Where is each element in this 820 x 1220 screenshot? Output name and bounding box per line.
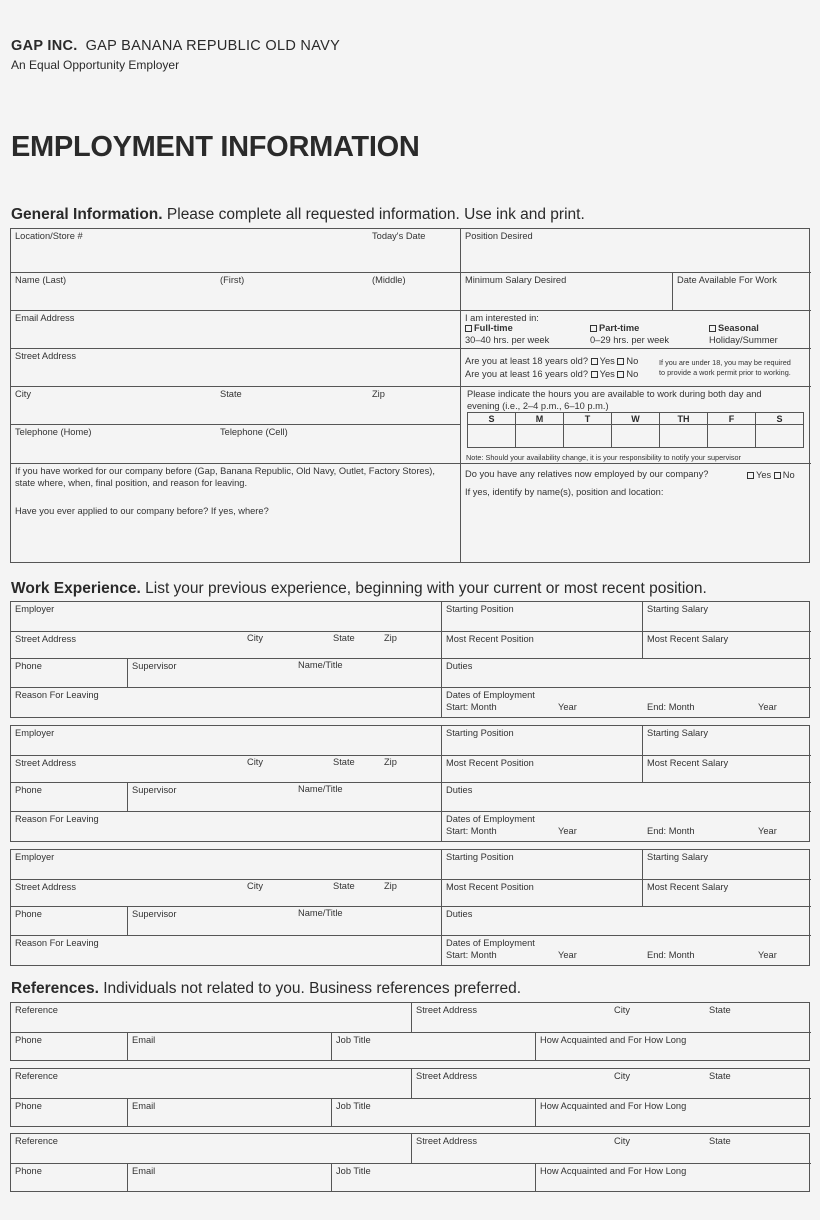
employer-address-field[interactable]: [11, 879, 441, 906]
age16-no-checkbox[interactable]: [617, 371, 624, 378]
full-time-hours: 30–40 hrs. per week: [465, 335, 550, 345]
brand-list: GAP BANANA REPUBLIC OLD NAVY: [85, 38, 341, 54]
full-time-checkbox[interactable]: [465, 325, 472, 332]
starting-position-field[interactable]: [441, 850, 642, 879]
hours-wednesday-input[interactable]: [612, 425, 660, 448]
min-salary-field[interactable]: [460, 272, 672, 310]
end-year-label: Year: [758, 702, 777, 712]
day-thursday: TH: [660, 413, 708, 425]
day-wednesday: W: [612, 413, 660, 425]
reference-phone-field[interactable]: [11, 1032, 127, 1061]
employer-state-label: State: [333, 757, 355, 767]
supervisor-label: Supervisor: [132, 909, 177, 919]
age18-yes-label: Yes: [599, 356, 615, 366]
reference-state-label: State: [709, 1136, 731, 1146]
worked-before-line2: state where, when, final position, and reason for leaving.: [15, 477, 248, 488]
starting-salary-label: Starting Salary: [647, 728, 708, 738]
company-header: [11, 38, 340, 54]
age16-yes-checkbox[interactable]: [591, 371, 598, 378]
employer-zip-label: Zip: [384, 633, 397, 643]
reference-name-field[interactable]: [11, 1069, 411, 1098]
age18-question: [465, 356, 638, 366]
age16-yes-label: Yes: [599, 369, 615, 379]
employer-city-label: City: [247, 881, 264, 891]
recent-position-label: Most Recent Position: [446, 634, 534, 644]
supervisor-title-label: Name/Title: [298, 908, 343, 918]
seasonal-desc: Holiday/Summer: [709, 335, 778, 345]
employer-zip-label: Zip: [384, 881, 397, 891]
reference-job-title-label: Job Title: [336, 1101, 371, 1111]
employer-street-label: Street Address: [15, 882, 76, 892]
reference-email-field[interactable]: [127, 1032, 331, 1061]
reference-phone-field[interactable]: [11, 1163, 127, 1192]
duties-label: Duties: [446, 661, 473, 671]
general-section-heading: [11, 206, 585, 224]
starting-position-field[interactable]: [441, 726, 642, 755]
work-heading-bold: Work Experience.: [11, 580, 141, 597]
reference-email-field[interactable]: [127, 1098, 331, 1127]
reason-leaving-field[interactable]: [11, 811, 441, 842]
duties-field[interactable]: [441, 658, 811, 687]
reference-phone-field[interactable]: [11, 1098, 127, 1127]
reason-leaving-field[interactable]: [11, 687, 441, 718]
day-sunday: S: [468, 413, 516, 425]
day-tuesday: T: [564, 413, 612, 425]
full-time-label: Full-time: [474, 323, 513, 333]
reference-phone-label: Phone: [15, 1035, 42, 1045]
reference-job-title-field[interactable]: [331, 1098, 535, 1127]
starting-salary-field[interactable]: [642, 602, 811, 631]
employer-city-label: City: [247, 757, 264, 767]
position-desired-label: Position Desired: [465, 231, 533, 241]
hours-friday-input[interactable]: [708, 425, 756, 448]
reference-block: [10, 1002, 810, 1061]
under18-note-line2: to provide a work permit prior to working.: [659, 368, 791, 377]
seasonal-option[interactable]: [709, 323, 759, 333]
employer-phone-field[interactable]: [11, 906, 127, 935]
reference-address-field[interactable]: [411, 1069, 811, 1098]
work-section-heading: [11, 580, 707, 598]
start-year-label: Year: [558, 950, 577, 960]
page-title: EMPLOYMENT INFORMATION: [11, 131, 420, 163]
recent-salary-label: Most Recent Salary: [647, 634, 729, 644]
employer-address-field[interactable]: [11, 755, 441, 782]
employer-street-label: Street Address: [15, 758, 76, 768]
reference-phone-label: Phone: [15, 1166, 42, 1176]
start-year-label: Year: [558, 826, 577, 836]
reference-street-label: Street Address: [416, 1005, 477, 1015]
reference-job-title-label: Job Title: [336, 1166, 371, 1176]
reference-label: Reference: [15, 1136, 58, 1146]
age16-no-label: No: [626, 369, 639, 379]
general-heading-bold: General Information.: [11, 206, 163, 223]
relatives-identify-label: If yes, identify by name(s), position and location:: [465, 486, 664, 497]
employer-block: [10, 725, 810, 842]
hours-monday-input[interactable]: [516, 425, 564, 448]
start-month-label: Start: Month: [446, 950, 497, 960]
starting-salary-field[interactable]: [642, 726, 811, 755]
interested-in-label: I am interested in:: [465, 313, 539, 323]
references-section-heading: [11, 980, 521, 998]
location-store-label: Location/Store #: [15, 231, 83, 241]
part-time-hours: 0–29 hrs. per week: [590, 335, 670, 345]
reference-block: [10, 1133, 810, 1192]
hours-sunday-input[interactable]: [468, 425, 516, 448]
state-label: State: [220, 389, 242, 399]
reference-job-title-label: Job Title: [336, 1035, 371, 1045]
min-salary-label: Minimum Salary Desired: [465, 275, 567, 285]
supervisor-field[interactable]: [127, 658, 441, 687]
relatives-question: Do you have any relatives now employed by our company?: [465, 469, 709, 479]
reference-name-field[interactable]: [11, 1003, 411, 1032]
reference-acquainted-field[interactable]: [535, 1098, 811, 1127]
availability-note: Note: Should your availability change, it is your responsibility to notify your supervisor: [466, 453, 741, 462]
dates-employment-label: Dates of Employment: [446, 814, 535, 824]
starting-salary-field[interactable]: [642, 850, 811, 879]
references-heading-bold: References.: [11, 980, 99, 997]
todays-date-label: Today's Date: [372, 231, 426, 241]
reason-leaving-label: Reason For Leaving: [15, 814, 99, 824]
reference-address-field[interactable]: [411, 1003, 811, 1032]
starting-salary-label: Starting Salary: [647, 852, 708, 862]
supervisor-label: Supervisor: [132, 785, 177, 795]
start-month-label: Start: Month: [446, 826, 497, 836]
reason-leaving-label: Reason For Leaving: [15, 938, 99, 948]
tagline: An Equal Opportunity Employer: [11, 58, 180, 72]
employer-city-label: City: [247, 633, 264, 643]
tel-cell-label: Telephone (Cell): [220, 427, 288, 437]
reference-job-title-field[interactable]: [331, 1163, 535, 1192]
starting-position-label: Starting Position: [446, 728, 514, 738]
employer-street-label: Street Address: [15, 634, 76, 644]
starting-position-label: Starting Position: [446, 852, 514, 862]
reference-label: Reference: [15, 1071, 58, 1081]
reference-email-label: Email: [132, 1035, 156, 1045]
day-friday: F: [708, 413, 756, 425]
name-first-label: (First): [220, 275, 245, 285]
reference-street-label: Street Address: [416, 1071, 477, 1081]
reference-address-field[interactable]: [411, 1134, 811, 1163]
reference-city-label: City: [614, 1071, 631, 1081]
duties-field[interactable]: [441, 906, 811, 935]
relatives-yes-checkbox[interactable]: [747, 472, 754, 479]
day-monday: M: [516, 413, 564, 425]
relatives-no-checkbox[interactable]: [774, 472, 781, 479]
age18-yes-checkbox[interactable]: [591, 358, 598, 365]
street-address-label: Street Address: [15, 351, 76, 361]
full-time-option[interactable]: [465, 323, 513, 333]
employer-phone-field[interactable]: [11, 782, 127, 811]
reference-email-field[interactable]: [127, 1163, 331, 1192]
employer-state-label: State: [333, 881, 355, 891]
part-time-label: Part-time: [599, 323, 640, 333]
recent-salary-field[interactable]: [642, 755, 811, 782]
reference-name-field[interactable]: [11, 1134, 411, 1163]
employer-block: [10, 849, 810, 966]
reference-city-label: City: [614, 1005, 631, 1015]
employer-state-label: State: [333, 633, 355, 643]
name-middle-label: (Middle): [372, 275, 406, 285]
starting-position-field[interactable]: [441, 602, 642, 631]
recent-salary-label: Most Recent Salary: [647, 758, 729, 768]
age-field: [460, 348, 811, 386]
duties-label: Duties: [446, 785, 473, 795]
street-address-field[interactable]: [11, 348, 460, 386]
supervisor-field[interactable]: [127, 906, 441, 935]
duties-field[interactable]: [441, 782, 811, 811]
reference-acquainted-field[interactable]: [535, 1163, 811, 1192]
name-last-label: Name (Last): [15, 275, 67, 285]
relatives-no-label: No: [782, 470, 795, 480]
dates-employment-label: Dates of Employment: [446, 938, 535, 948]
reference-acquainted-label: How Acquainted and For How Long: [540, 1101, 687, 1111]
recent-salary-field[interactable]: [642, 879, 811, 906]
employer-field[interactable]: [11, 726, 441, 755]
employer-label: Employer: [15, 728, 55, 738]
age18-label: Are you at least 18 years old?: [465, 356, 588, 366]
part-time-checkbox[interactable]: [590, 325, 597, 332]
relatives-yes-label: Yes: [756, 470, 772, 480]
company-name: GAP INC.: [11, 38, 78, 54]
employer-phone-label: Phone: [15, 909, 42, 919]
reference-job-title-field[interactable]: [331, 1032, 535, 1061]
recent-salary-field[interactable]: [642, 631, 811, 658]
end-month-label: End: Month: [647, 950, 695, 960]
start-month-label: Start: Month: [446, 702, 497, 712]
under18-note-line1: If you are under 18, you may be required: [659, 358, 791, 367]
reference-city-label: City: [614, 1136, 631, 1146]
age18-no-checkbox[interactable]: [617, 358, 624, 365]
reference-acquainted-field[interactable]: [535, 1032, 811, 1061]
reference-acquainted-label: How Acquainted and For How Long: [540, 1035, 687, 1045]
worked-before-line1: If you have worked for our company before (Gap, Banana Republic, Old Navy, Outlet, Factory Stores),: [15, 466, 435, 476]
reason-leaving-label: Reason For Leaving: [15, 690, 99, 700]
employer-phone-label: Phone: [15, 661, 42, 671]
zip-label: Zip: [372, 389, 385, 399]
hours-instruction-line2: evening (i.e., 2–4 p.m., 6–10 p.m.): [467, 400, 609, 411]
reference-email-label: Email: [132, 1166, 156, 1176]
previous-employment-field[interactable]: [11, 463, 460, 563]
recent-position-label: Most Recent Position: [446, 758, 534, 768]
age16-question: [465, 369, 638, 379]
employer-address-field[interactable]: [11, 631, 441, 658]
reference-state-label: State: [709, 1071, 731, 1081]
email-label: Email Address: [15, 313, 75, 323]
supervisor-title-label: Name/Title: [298, 784, 343, 794]
general-info-form: [10, 228, 810, 563]
employer-zip-label: Zip: [384, 757, 397, 767]
starting-salary-label: Starting Salary: [647, 604, 708, 614]
reference-phone-label: Phone: [15, 1101, 42, 1111]
reference-label: Reference: [15, 1005, 58, 1015]
supervisor-title-label: Name/Title: [298, 660, 343, 670]
recent-position-field[interactable]: [441, 755, 642, 782]
reference-state-label: State: [709, 1005, 731, 1015]
seasonal-checkbox[interactable]: [709, 325, 716, 332]
hours-tuesday-input[interactable]: [564, 425, 612, 448]
availability-grid: [467, 412, 804, 448]
hours-saturday-input[interactable]: [756, 425, 804, 448]
reference-email-label: Email: [132, 1101, 156, 1111]
recent-position-label: Most Recent Position: [446, 882, 534, 892]
employer-label: Employer: [15, 604, 55, 614]
supervisor-field[interactable]: [127, 782, 441, 811]
hours-thursday-input[interactable]: [660, 425, 708, 448]
reference-street-label: Street Address: [416, 1136, 477, 1146]
end-month-label: End: Month: [647, 826, 695, 836]
reason-leaving-field[interactable]: [11, 935, 441, 966]
applied-before-label: Have you ever applied to our company before? If yes, where?: [15, 505, 269, 516]
city-label: City: [15, 389, 32, 399]
part-time-option[interactable]: [590, 323, 639, 333]
employer-block: [10, 601, 810, 718]
email-field[interactable]: [11, 310, 460, 348]
recent-position-field[interactable]: [441, 879, 642, 906]
general-instruction: Please complete all requested information. Use ink and print.: [166, 206, 585, 223]
end-year-label: Year: [758, 826, 777, 836]
work-instruction: List your previous experience, beginning with your current or most recent position.: [145, 580, 707, 597]
reference-block: [10, 1068, 810, 1127]
seasonal-label: Seasonal: [718, 323, 759, 333]
date-available-field[interactable]: [672, 272, 811, 310]
end-month-label: End: Month: [647, 702, 695, 712]
age18-no-label: No: [626, 356, 639, 366]
end-year-label: Year: [758, 950, 777, 960]
recent-position-field[interactable]: [441, 631, 642, 658]
employer-phone-label: Phone: [15, 785, 42, 795]
relatives-options: [747, 470, 795, 480]
employer-field[interactable]: [11, 850, 441, 879]
position-desired-field[interactable]: [460, 229, 811, 272]
references-instruction: Individuals not related to you. Business references preferred.: [103, 980, 522, 997]
employer-phone-field[interactable]: [11, 658, 127, 687]
employer-label: Employer: [15, 852, 55, 862]
day-saturday: S: [756, 413, 804, 425]
tel-home-label: Telephone (Home): [15, 427, 92, 437]
recent-salary-label: Most Recent Salary: [647, 882, 729, 892]
age16-label: Are you at least 16 years old?: [465, 369, 588, 379]
start-year-label: Year: [558, 702, 577, 712]
employer-field[interactable]: [11, 602, 441, 631]
hours-instruction-line1: Please indicate the hours you are available to work during both day and: [467, 389, 762, 399]
starting-position-label: Starting Position: [446, 604, 514, 614]
reference-acquainted-label: How Acquainted and For How Long: [540, 1166, 687, 1176]
duties-label: Duties: [446, 909, 473, 919]
dates-employment-label: Dates of Employment: [446, 690, 535, 700]
date-available-label: Date Available For Work: [677, 275, 777, 285]
supervisor-label: Supervisor: [132, 661, 177, 671]
